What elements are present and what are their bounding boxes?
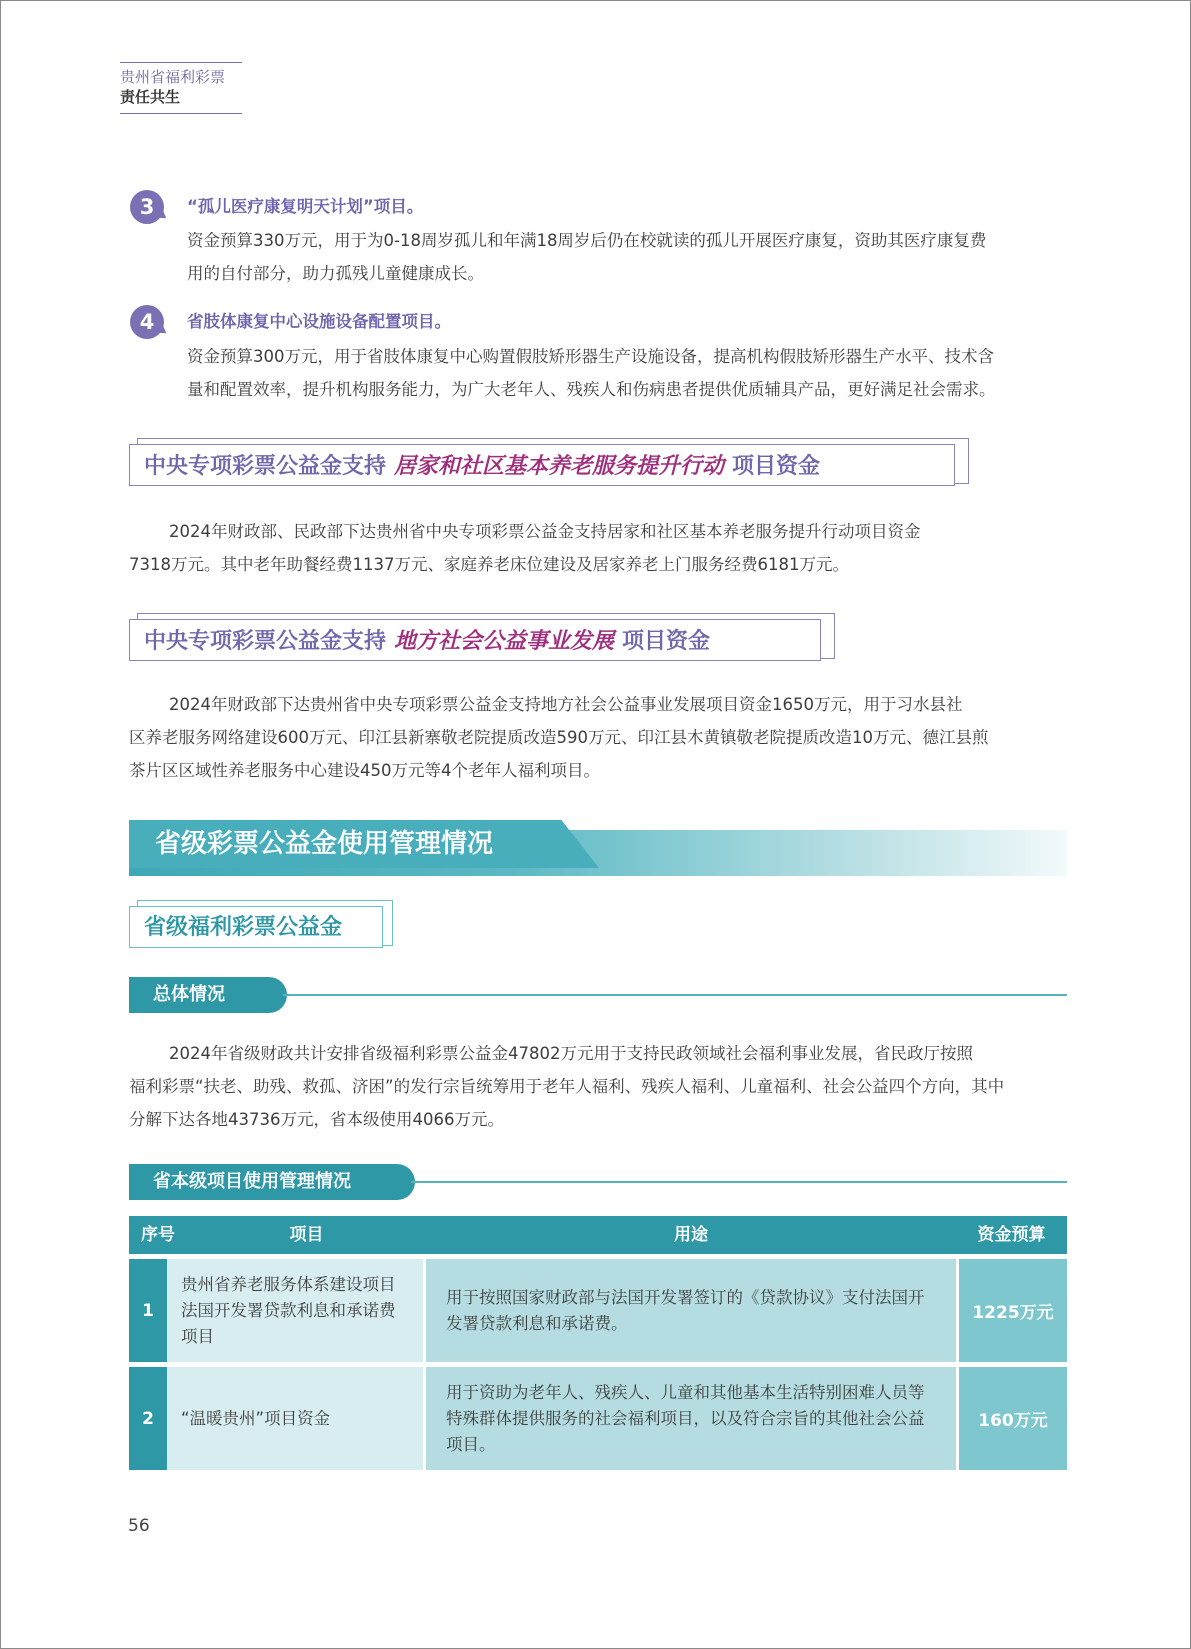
text-line: 2024年省级财政共计安排省级福利彩票公益金47802万元用于支持民政领域社会福利事业发展，省民政厅按照	[169, 1044, 973, 1063]
text-line: 区养老服务网络建设600万元、印江县新寨敬老院提质改造590万元、印江县木黄镇敬老院提质改造10万元、德江县煎	[129, 728, 989, 747]
header-use: 用途	[674, 1225, 708, 1245]
budget-table	[129, 1216, 1067, 1470]
cell-no: 2	[129, 1367, 167, 1470]
sub-heading: 省级福利彩票公益金	[129, 906, 383, 948]
text-line: 2024年财政部、民政部下达贵州省中央专项彩票公益金支持居家和社区基本养老服务提升行动项目资金	[169, 522, 921, 541]
section-banner	[129, 830, 1067, 876]
header-tag: 责任共生	[120, 88, 181, 106]
heading-tail: 项目资金	[732, 454, 821, 479]
overview-body	[129, 1037, 1067, 1136]
cell-use: 用于资助为老年人、残疾人、儿童和其他基本生活特别困难人员等特殊群体提供服务的社会福利项目，以及符合宗旨的其他社会公益项目。	[426, 1367, 956, 1470]
header-org: 贵州省福利彩票	[120, 68, 226, 86]
pill-rule	[283, 994, 1067, 996]
item-title: “孤儿医疗康复明天计划”项目。	[187, 197, 424, 216]
item-number-badge: 3	[130, 190, 164, 224]
frame-front	[129, 619, 821, 661]
table-header	[129, 1216, 1067, 1254]
section-body	[129, 688, 1067, 787]
text-line: 资金预算330万元，用于为0-18周岁孤儿和年满18周岁后仍在校就读的孤儿开展医疗康复，资助其医疗康复费	[187, 231, 987, 250]
text-line: 福利彩票“扶老、助残、救孤、济困”的发行宗旨统筹用于老年人福利、残疾人福利、儿童福利、社会公益四个方向，其中	[129, 1077, 1005, 1096]
cell-budget: 160万元	[959, 1367, 1067, 1470]
pill-heading: 总体情况	[129, 977, 287, 1013]
text-line: 量和配置效率，提升机构服务能力，为广大老年人、残疾人和伤病患者提供优质辅具产品，更好满足社会需求。	[187, 380, 996, 399]
cell-project: “温暖贵州”项目资金	[167, 1367, 423, 1470]
header-project: 项目	[289, 1225, 324, 1245]
text-line: 分解下达各地43736万元，省本级使用4066万元。	[129, 1110, 504, 1129]
page-number: 56	[128, 1516, 150, 1536]
item-number-badge: 4	[130, 305, 164, 339]
text-line: 用的自付部分，助力孤残儿童健康成长。	[187, 264, 484, 283]
banner-title: 省级彩票公益金使用管理情况	[155, 829, 494, 859]
section-body	[129, 515, 1067, 581]
pill-rule	[411, 1181, 1067, 1183]
text-line: 茶片区区域性养老服务中心建设450万元等4个老年人福利项目。	[129, 761, 600, 780]
running-header	[120, 62, 242, 114]
frame-front	[129, 444, 955, 486]
heading-script: 居家和社区基本养老服务提升行动	[394, 453, 725, 479]
text-line: 2024年财政部下达贵州省中央专项彩票公益金支持地方社会公益事业发展项目资金1650万元，用于习水县社	[169, 695, 963, 714]
item-body	[187, 340, 1067, 406]
pill-heading: 省本级项目使用管理情况	[129, 1164, 415, 1200]
heading-plain: 中央专项彩票公益金支持	[144, 454, 387, 479]
heading-script: 地方社会公益事业发展	[394, 628, 615, 654]
header-rule-top	[120, 62, 242, 63]
heading-plain: 中央专项彩票公益金支持	[144, 629, 387, 654]
text-line: 资金预算300万元，用于省肢体康复中心购置假肢矫形器生产设施设备，提高机构假肢矫形器生产水平、技术含	[187, 347, 994, 366]
table-row	[129, 1367, 1067, 1470]
item-title: 省肢体康复中心设施设备配置项目。	[187, 312, 451, 331]
header-no: 序号	[141, 1225, 175, 1245]
cell-no: 1	[129, 1259, 167, 1362]
cell-use: 用于按照国家财政部与法国开发署签订的《贷款协议》支付法国开发署贷款利息和承诺费。	[426, 1259, 956, 1362]
item-body	[187, 224, 1067, 290]
text-line: 7318万元。其中老年助餐经费1137万元、家庭养老床位建设及居家养老上门服务经费6181万元。	[129, 555, 849, 574]
heading-tail: 项目资金	[622, 629, 711, 654]
header-budget: 资金预算	[977, 1225, 1046, 1245]
table-row	[129, 1259, 1067, 1362]
cell-budget: 1225万元	[959, 1259, 1067, 1362]
cell-project: 贵州省养老服务体系建设项目法国开发署贷款利息和承诺费项目	[167, 1259, 423, 1362]
header-rule-bottom	[120, 113, 242, 114]
